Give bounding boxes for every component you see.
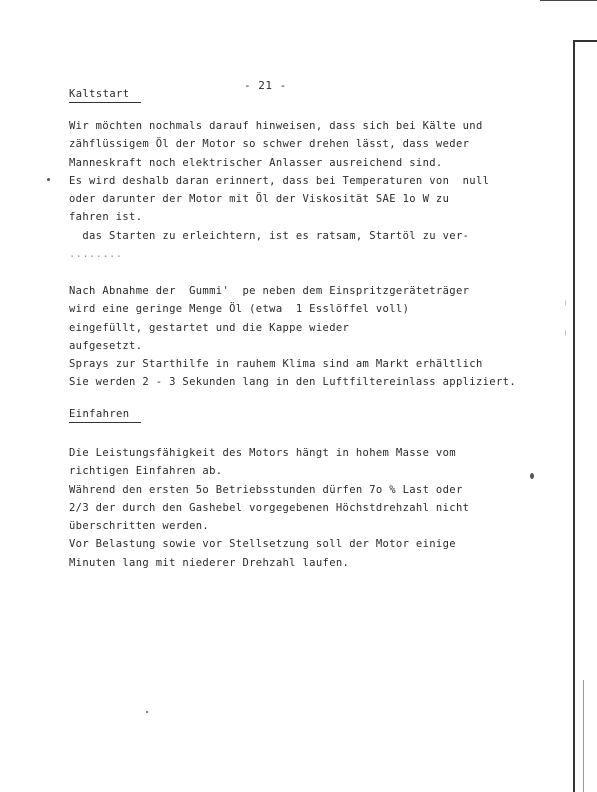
section-heading-einfahren bbox=[69, 408, 130, 420]
text-line: Wir möchten nochmals darauf hinweisen, dass sich bei Kälte und bbox=[69, 120, 483, 132]
text-line: 2/3 der durch den Gashebel vorgegebenen Höchstdrehzahl nicht bbox=[69, 501, 470, 514]
text-line: überschritten werden. bbox=[69, 520, 210, 533]
text-line-faded: ........ bbox=[69, 248, 123, 261]
scan-speck bbox=[530, 473, 534, 479]
text-line: richtigen Einfahren ab. bbox=[69, 465, 223, 478]
paragraph-kaltstart-2 bbox=[69, 282, 516, 392]
section-heading-kaltstart bbox=[69, 88, 130, 100]
paragraph-kaltstart-1 bbox=[69, 117, 489, 263]
scan-speck bbox=[146, 711, 148, 713]
text-line: Manneskraft noch elektrischer Anlasser ausreichend sind. bbox=[69, 156, 443, 169]
right-margin-bracket bbox=[573, 40, 597, 792]
text-line: oder darunter der Motor mit Öl der Viskosität SAE 1o W zu bbox=[69, 193, 450, 206]
scan-speck bbox=[565, 300, 566, 306]
text-line: fahren ist. bbox=[69, 211, 143, 224]
text-line: Minuten lang mit niederer Drehzahl laufen. bbox=[69, 556, 350, 569]
heading-text: Kaltstart bbox=[69, 88, 130, 100]
heading-underline bbox=[69, 102, 141, 103]
heading-underline bbox=[69, 422, 141, 423]
bracket-vertical bbox=[573, 40, 575, 792]
text-line: Nach Abnahme der Gummi' pe neben dem Einspritzgeräteträger bbox=[69, 285, 470, 297]
text-line: Es wird deshalb daran erinnert, dass bei Temperaturen von null bbox=[69, 174, 490, 187]
text-line: wird eine geringe Menge Öl (etwa 1 Esslöffel voll) bbox=[69, 303, 410, 316]
text-line: zähflüssigem Öl der Motor so schwer drehen lässt, dass weder bbox=[69, 138, 470, 151]
bracket-inner-line bbox=[583, 680, 584, 792]
text-line: Vor Belastung sowie vor Stellsetzung soll der Motor einige bbox=[69, 538, 456, 551]
text-line: Die Leistungsfähigkeit des Motors hängt in hohem Masse vom bbox=[69, 447, 456, 459]
text-line: aufgesetzt. bbox=[69, 339, 143, 352]
paragraph-einfahren-1 bbox=[69, 444, 469, 572]
heading-text: Einfahren bbox=[69, 408, 130, 420]
scan-speck bbox=[47, 178, 50, 181]
top-edge-line bbox=[540, 0, 597, 1]
scan-speck bbox=[565, 330, 566, 336]
bracket-top bbox=[573, 40, 597, 42]
text-line: Während den ersten 5o Betriebsstunden dürfen 7o % Last oder bbox=[69, 483, 463, 496]
text-line: eingefüllt, gestartet und die Kappe wieder bbox=[69, 321, 350, 334]
page-number: - 21 - bbox=[244, 79, 287, 92]
text-line: Sie werden 2 - 3 Sekunden lang in den Luftfiltereinlass appliziert. bbox=[69, 376, 516, 389]
text-line: Sprays zur Starthilfe in rauhem Klima sind am Markt erhältlich bbox=[69, 358, 483, 371]
text-line: das Starten zu erleichtern, ist es ratsam, Startöl zu ver- bbox=[69, 229, 470, 242]
